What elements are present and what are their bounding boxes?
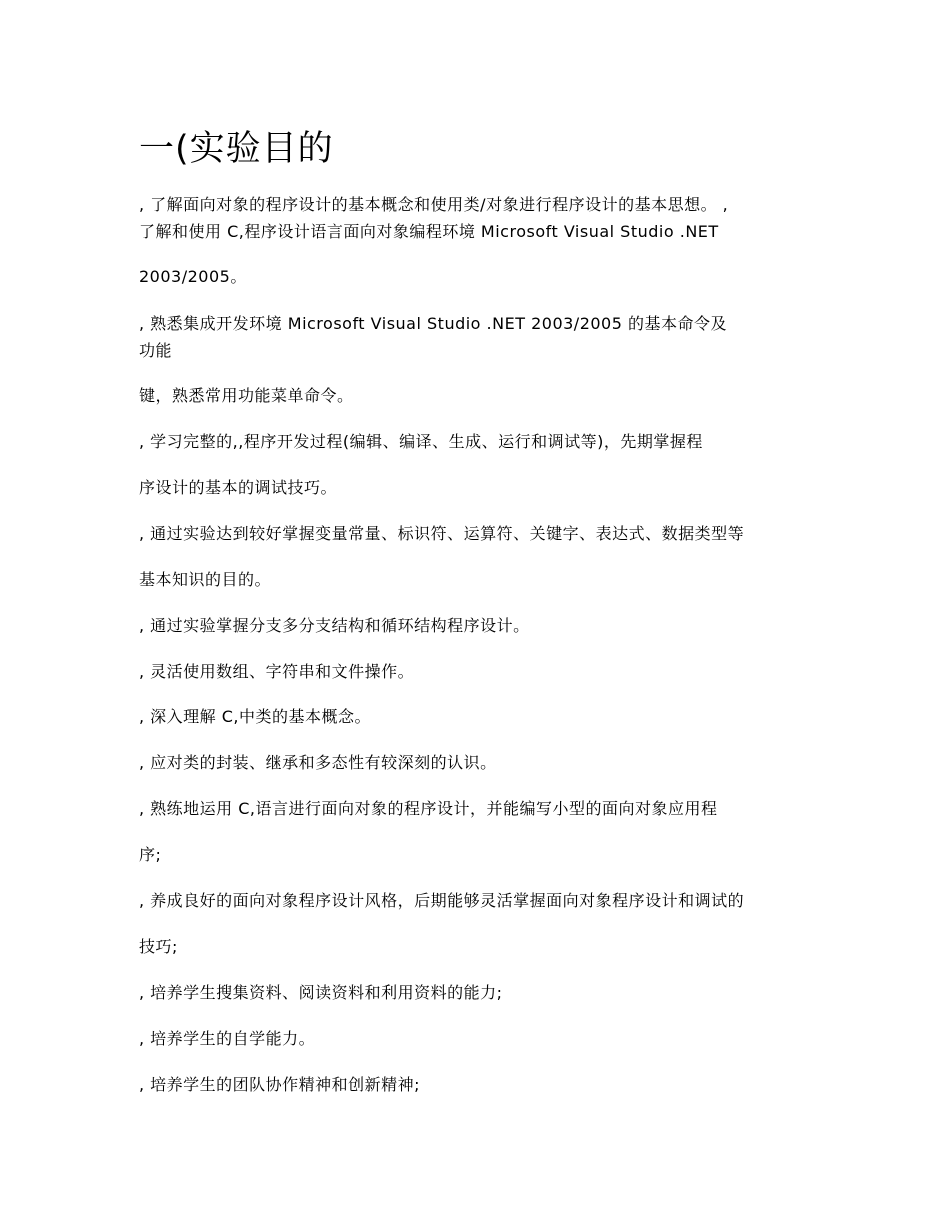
text-line: , 应对类的封装、继承和多态性有较深刻的认识。 (139, 753, 497, 772)
text-line: , 通过实验达到较好掌握变量常量、标识符、运算符、关键字、表达式、数据类型等 (139, 524, 745, 543)
text-line: , 熟练地运用 C,语言进行面向对象的程序设计，并能编写小型的面向对象应用程 (139, 799, 718, 818)
text-line: , 学习完整的,,程序开发过程(编辑、编译、生成、运行和调试等)，先期掌握程 (139, 432, 703, 451)
text-line: 序设计的基本的调试技巧。 (139, 478, 338, 497)
text-line: , 熟悉集成开发环境 Microsoft Visual Studio .NET 2003/2005 的基本命令及 (139, 314, 727, 333)
text-line: 2003/2005。 (139, 267, 247, 286)
text-line: 了解和使用 C,程序设计语言面向对象编程环境 Microsoft Visual Studio .NET (139, 222, 719, 241)
text-line: 键，熟悉常用功能菜单命令。 (139, 386, 354, 405)
section-heading: 一(实验目的 (139, 129, 334, 169)
text-line: , 了解面向对象的程序设计的基本概念和使用类/对象进行程序设计的基本思想。 , (139, 195, 729, 214)
text-line: , 灵活使用数组、字符串和文件操作。 (139, 662, 415, 681)
text-line: , 养成良好的面向对象程序设计风格，后期能够灵活掌握面向对象程序设计和调试的 (139, 891, 745, 910)
text-line: 基本知识的目的。 (139, 570, 272, 589)
text-line: 序; (139, 845, 162, 864)
text-line: 功能 (139, 341, 173, 360)
text-line: , 培养学生的团队协作精神和创新精神; (139, 1075, 421, 1094)
text-line: , 培养学生搜集资料、阅读资料和利用资料的能力; (139, 983, 503, 1002)
text-line: , 通过实验掌握分支多分支结构和循环结构程序设计。 (139, 616, 530, 635)
text-line: 技巧; (139, 937, 178, 956)
text-line: , 深入理解 C,中类的基本概念。 (139, 707, 372, 726)
text-line: , 培养学生的自学能力。 (139, 1029, 316, 1048)
